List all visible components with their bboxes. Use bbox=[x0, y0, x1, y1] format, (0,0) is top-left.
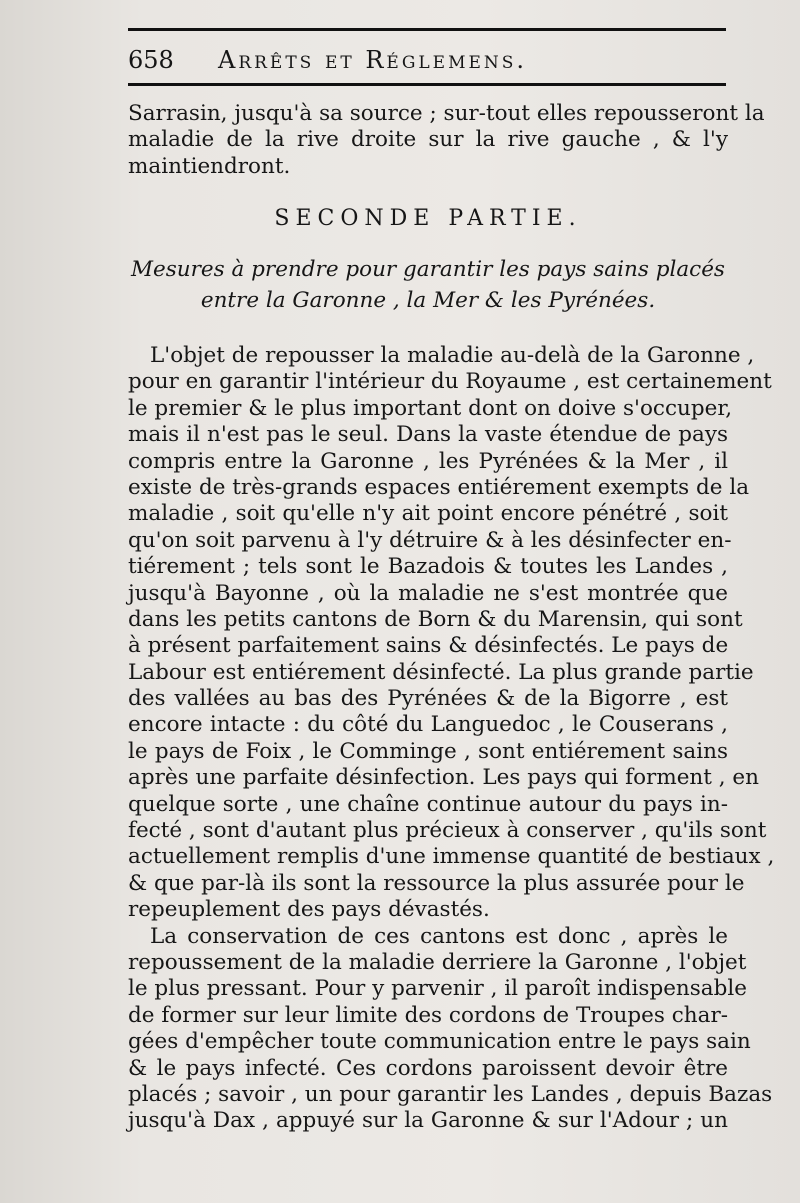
running-head: Arrêts et Réglemens. bbox=[218, 46, 528, 74]
text-line: actuellement remplis d'une immense quantité de bestiaux , bbox=[128, 844, 775, 870]
text-line: & le pays infecté. Ces cordons paroissent devoir être bbox=[128, 1055, 728, 1081]
text-line: jusqu'à Bayonne , où la maladie ne s'est montrée que bbox=[128, 580, 728, 606]
text-line: maintiendront. bbox=[128, 153, 291, 179]
page-header bbox=[128, 42, 726, 78]
text-line: pour en garantir l'intérieur du Royaume , est certainement bbox=[128, 369, 772, 395]
text-line: maladie , soit qu'elle n'y ait point encore pénétré , soit bbox=[128, 501, 728, 527]
intro-paragraph bbox=[128, 101, 765, 180]
page-number: 658 bbox=[128, 46, 174, 74]
text-line: quelque sorte , une chaîne continue autour du pays in- bbox=[128, 791, 728, 817]
text-line: repoussement de la maladie derriere la Garonne , l'objet bbox=[128, 949, 747, 975]
text-line: le plus pressant. Pour y parvenir , il paroît indispensable bbox=[128, 976, 747, 1002]
text-line: encore intacte : du côté du Languedoc , le Couserans , bbox=[128, 712, 728, 738]
text-line: jusqu'à Dax , appuyé sur la Garonne & sur l'Adour ; un bbox=[128, 1108, 728, 1134]
text-line: compris entre la Garonne , les Pyrénées & la Mer , il bbox=[128, 448, 728, 474]
text-line: à présent parfaitement sains & désinfectés. Le pays de bbox=[128, 633, 729, 659]
text-line: gées d'empêcher toute communication entre le pays sain bbox=[128, 1029, 751, 1055]
text-line: existe de très-grands espaces entiérement exempts de la bbox=[128, 474, 750, 500]
text-line: La conservation de ces cantons est donc , après le bbox=[150, 923, 728, 949]
text-line: des vallées au bas des Pyrénées & de la Bigorre , est bbox=[128, 686, 728, 712]
text-line: Sarrasin, jusqu'à sa source ; sur-tout elles repousseront la bbox=[128, 101, 765, 126]
text-line: tiérement ; tels sont le Bazadois & toutes les Landes , bbox=[128, 554, 728, 580]
text-line: & que par-là ils sont la ressource la plus assurée pour le bbox=[128, 870, 745, 896]
text-line: repeuplement des pays dévastés. bbox=[128, 897, 490, 923]
section-subtitle bbox=[128, 254, 728, 316]
text-line: dans les petits cantons de Born & du Marensin, qui sont bbox=[128, 606, 743, 632]
text-line: qu'on soit parvenu à l'y détruire & à les désinfecter en- bbox=[128, 527, 732, 553]
text-line: fecté , sont d'autant plus précieux à conserver , qu'ils sont bbox=[128, 818, 767, 844]
text-line: placés ; savoir , un pour garantir les Landes , depuis Bazas bbox=[128, 1081, 773, 1107]
header-rule-top bbox=[128, 28, 726, 31]
subtitle-line: Mesures à prendre pour garantir les pays sains placés bbox=[131, 257, 725, 282]
section-title: SECONDE PARTIE. bbox=[274, 206, 582, 231]
text-line: le premier & le plus important dont on doive s'occuper, bbox=[128, 395, 733, 421]
text-line: mais il n'est pas le seul. Dans la vaste étendue de pays bbox=[128, 422, 728, 448]
subtitle-line: entre la Garonne , la Mer & les Pyrénées. bbox=[200, 288, 656, 313]
text-line: L'objet de repousser la maladie au-delà de la Garonne , bbox=[150, 343, 755, 368]
text-line: maladie de la rive droite sur la rive gauche , & l'y bbox=[128, 127, 728, 153]
text-line: après une parfaite désinfection. Les pays qui forment , en bbox=[128, 765, 759, 791]
text-line: Labour est entiérement désinfecté. La plus grande partie bbox=[128, 659, 754, 685]
text-line: le pays de Foix , le Comminge , sont entiérement sains bbox=[128, 738, 728, 764]
body-text bbox=[128, 343, 775, 1135]
header-rule-bottom bbox=[128, 83, 726, 86]
text-line: de former sur leur limite des cordons de Troupes char- bbox=[128, 1002, 728, 1028]
